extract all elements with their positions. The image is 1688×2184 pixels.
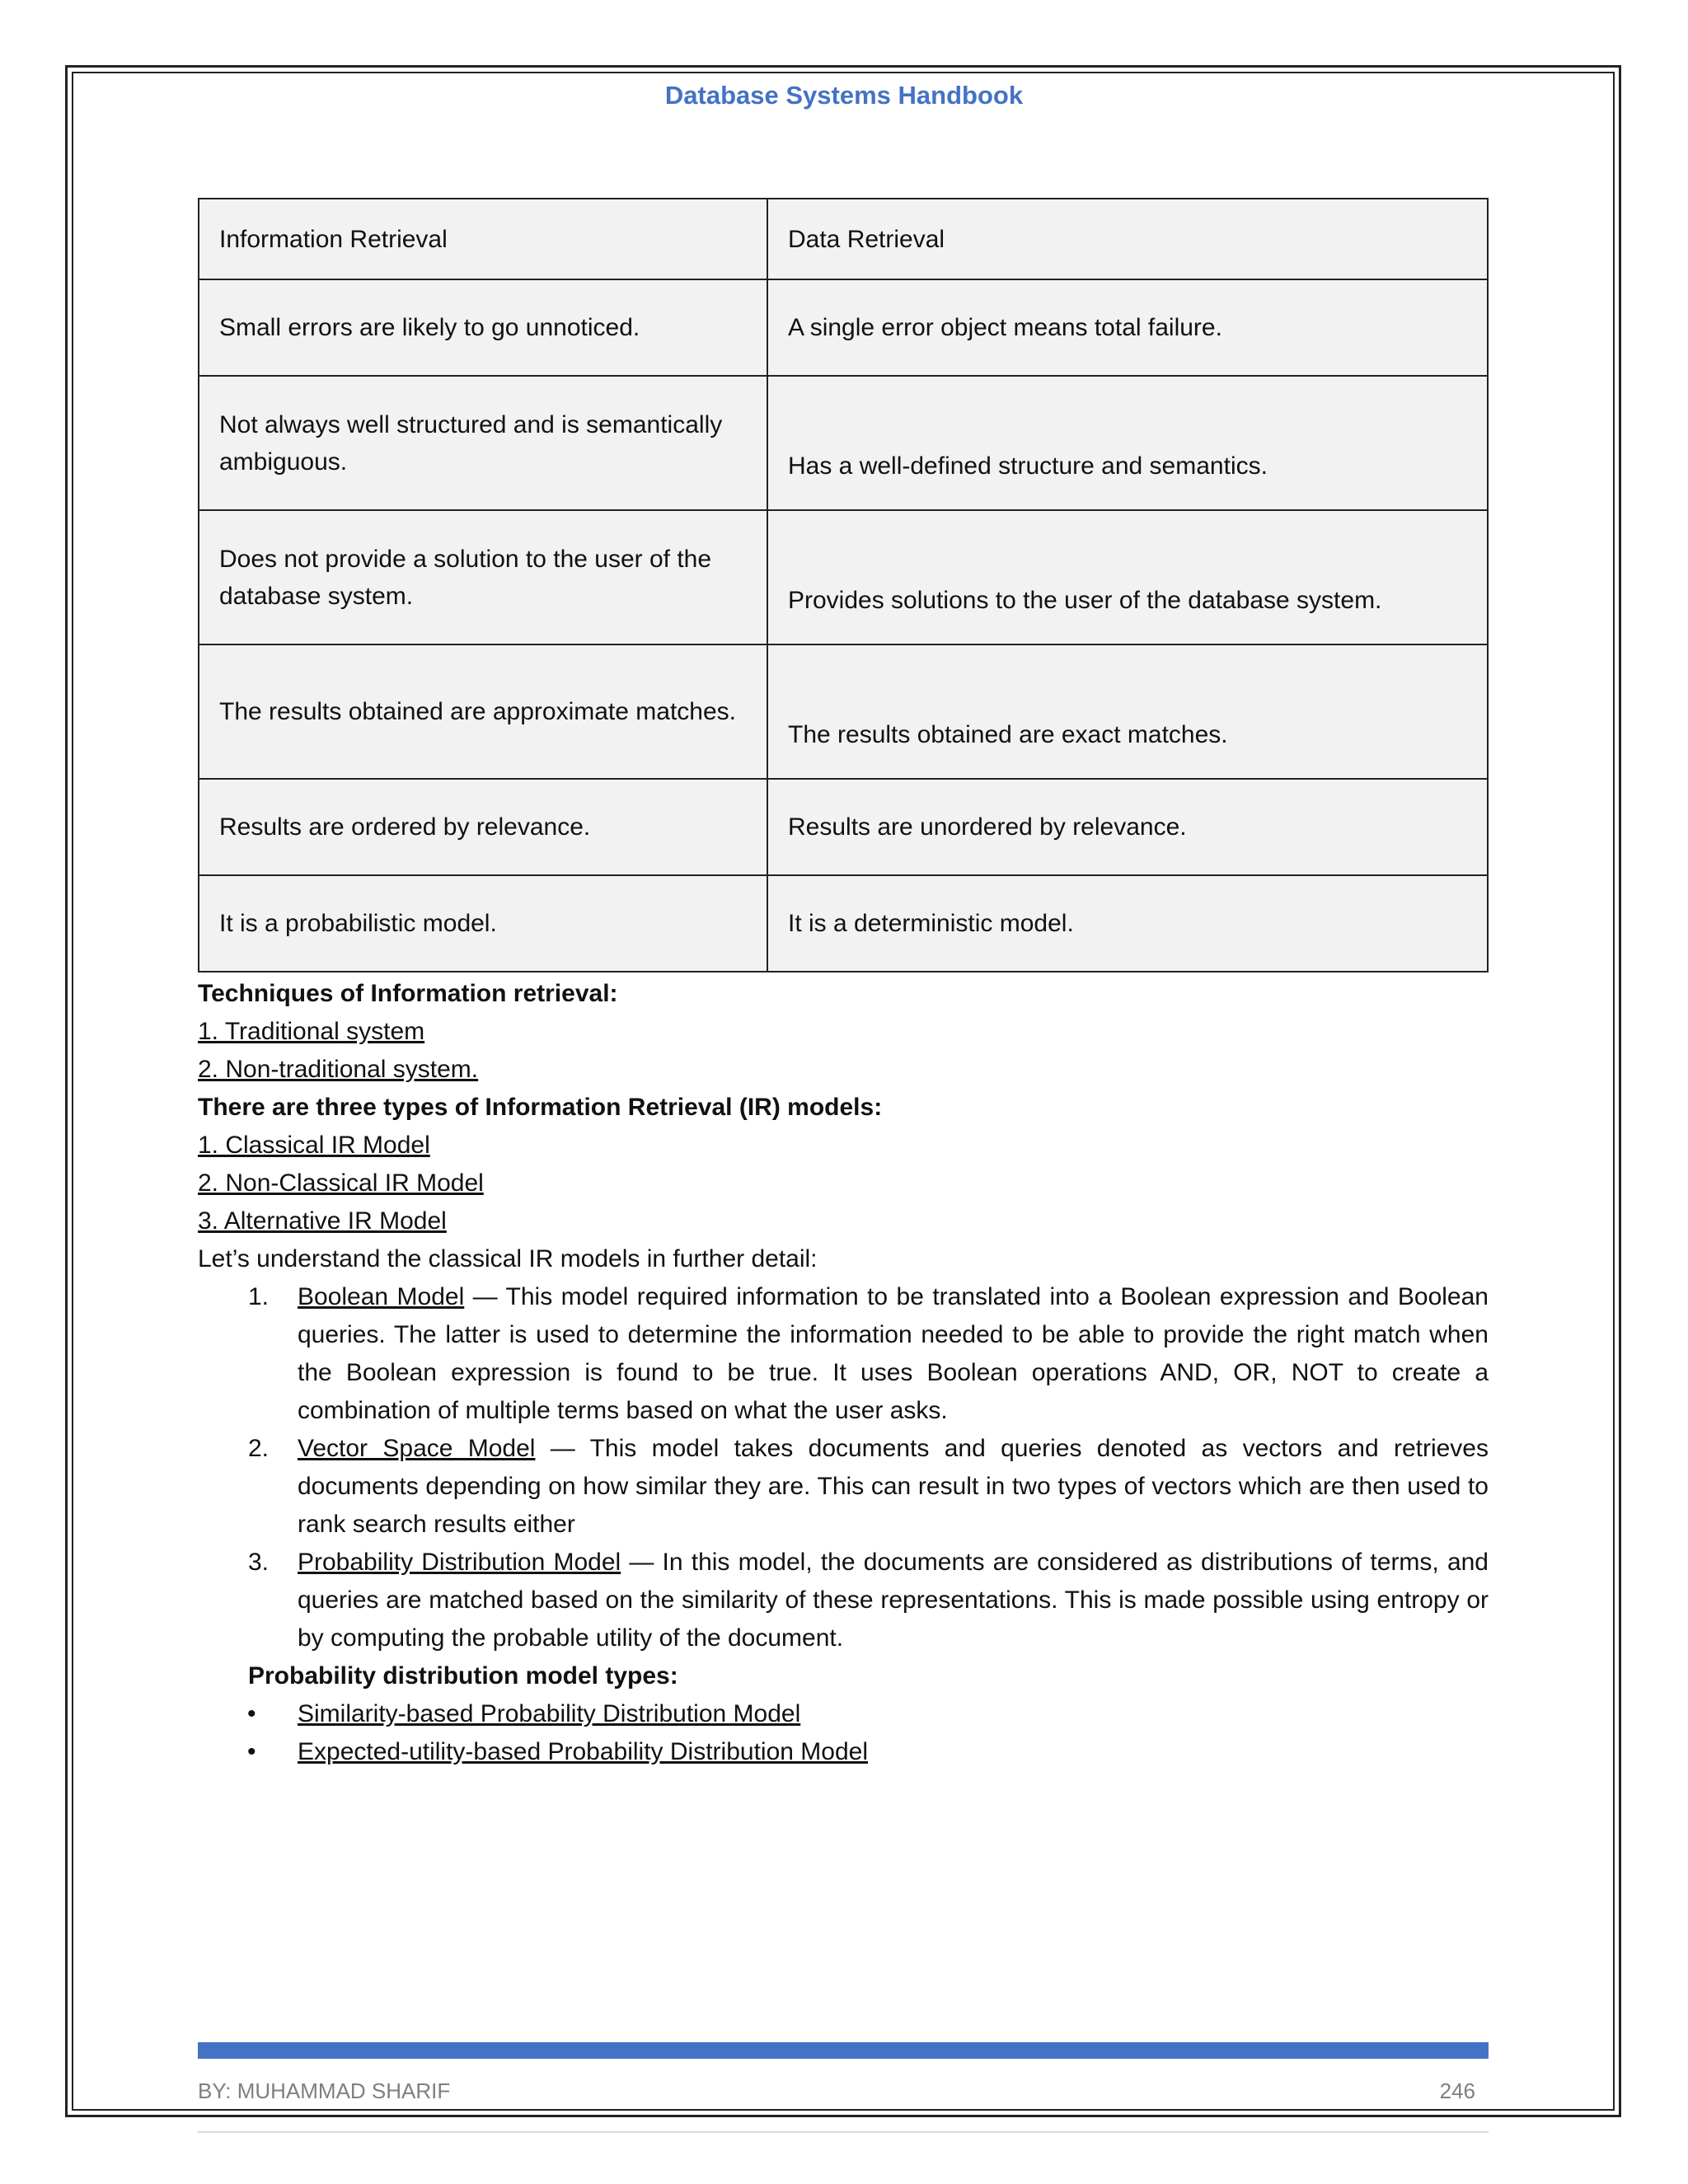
classical-intro: Let’s understand the classical IR models in further detail: — [198, 1245, 818, 1272]
list-number: 2. — [248, 1435, 270, 1462]
table-cell: Provides solutions to the user of the database system. — [767, 510, 1488, 644]
model-name: Boolean Model — [298, 1283, 465, 1310]
prob-type-item: Expected-utility-based Probability Distribution Model — [298, 1738, 868, 1765]
table-row — [199, 875, 1488, 972]
bullet-icon: • — [247, 1738, 256, 1765]
table-cell: A single error object means total failure. — [767, 279, 1488, 376]
ir-model-item: 3. Alternative IR Model — [198, 1207, 447, 1235]
model-description: — This model takes documents and queries denoted as vectors and retrieves documents depending on how similar they are. This can result in two types of vectors which are then used to rank search results either — [298, 1435, 1489, 1538]
page-number: 246 — [1439, 2079, 1475, 2103]
table-row — [199, 510, 1488, 644]
table-cell: Has a well-defined structure and semantics. — [767, 376, 1488, 510]
comparison-table — [198, 198, 1489, 972]
model-name: Probability Distribution Model — [298, 1549, 621, 1576]
list-item — [198, 1695, 1489, 1733]
table-row — [199, 279, 1488, 376]
technique-item: 1. Traditional system — [198, 1018, 425, 1045]
table-row — [199, 779, 1488, 875]
model-description: — In this model, the documents are considered as distributions of terms, and queries are matched based on the similarity of these representations. This is made possible using entropy or by computing the probable utility of the document. — [298, 1549, 1489, 1652]
prob-types-heading: Probability distribution model types: — [248, 1662, 678, 1690]
classical-model-list — [198, 1278, 1489, 1657]
model-name: Vector Space Model — [298, 1435, 536, 1462]
table-cell: Does not provide a solution to the user of the database system. — [199, 510, 767, 644]
ir-model-item: 2. Non-Classical IR Model — [198, 1169, 484, 1197]
prob-type-item: Similarity-based Probability Distribution Model — [298, 1700, 801, 1727]
table-row — [199, 644, 1488, 779]
prob-types-list — [198, 1695, 1489, 1771]
table-cell: Small errors are likely to go unnoticed. — [199, 279, 767, 376]
list-item — [198, 1278, 1489, 1430]
footer-accent-bar — [198, 2042, 1489, 2059]
table-header-row — [199, 199, 1488, 279]
table-cell: It is a probabilistic model. — [199, 875, 767, 972]
body-content — [198, 975, 1489, 1771]
list-number: 1. — [248, 1283, 270, 1310]
list-item — [198, 1544, 1489, 1657]
table-header-cell: Data Retrieval — [767, 199, 1488, 279]
techniques-heading: Techniques of Information retrieval: — [198, 980, 618, 1007]
list-item — [198, 1733, 1489, 1771]
table-cell: The results obtained are approximate matches. — [199, 644, 767, 779]
ir-model-item: 1. Classical IR Model — [198, 1132, 430, 1159]
table-row — [199, 376, 1488, 510]
table-header-cell: Information Retrieval — [199, 199, 767, 279]
header-title: Database Systems Handbook — [664, 81, 1024, 110]
list-item — [198, 1430, 1489, 1544]
table-cell: Not always well structured and is semantically ambiguous. — [199, 376, 767, 510]
model-description: — This model required information to be translated into a Boolean expression and Boolean queries. The latter is used to determine the information needed to be able to provide the right match when the Boolean expression is found to be true. It uses Boolean operations AND, OR, NOT to create a combination of multiple terms based on what the user asks. — [298, 1283, 1489, 1424]
table-cell: Results are unordered by relevance. — [767, 779, 1488, 875]
table-cell: It is a deterministic model. — [767, 875, 1488, 972]
bullet-icon: • — [247, 1700, 256, 1727]
footer-author: BY: MUHAMMAD SHARIF — [198, 2079, 451, 2103]
ir-models-heading: There are three types of Information Retrieval (IR) models: — [198, 1094, 883, 1121]
bottom-divider — [198, 2131, 1489, 2133]
list-number: 3. — [248, 1549, 270, 1576]
technique-item: 2. Non-traditional system. — [198, 1056, 479, 1083]
table-cell: The results obtained are exact matches. — [767, 644, 1488, 779]
table-cell: Results are ordered by relevance. — [199, 779, 767, 875]
